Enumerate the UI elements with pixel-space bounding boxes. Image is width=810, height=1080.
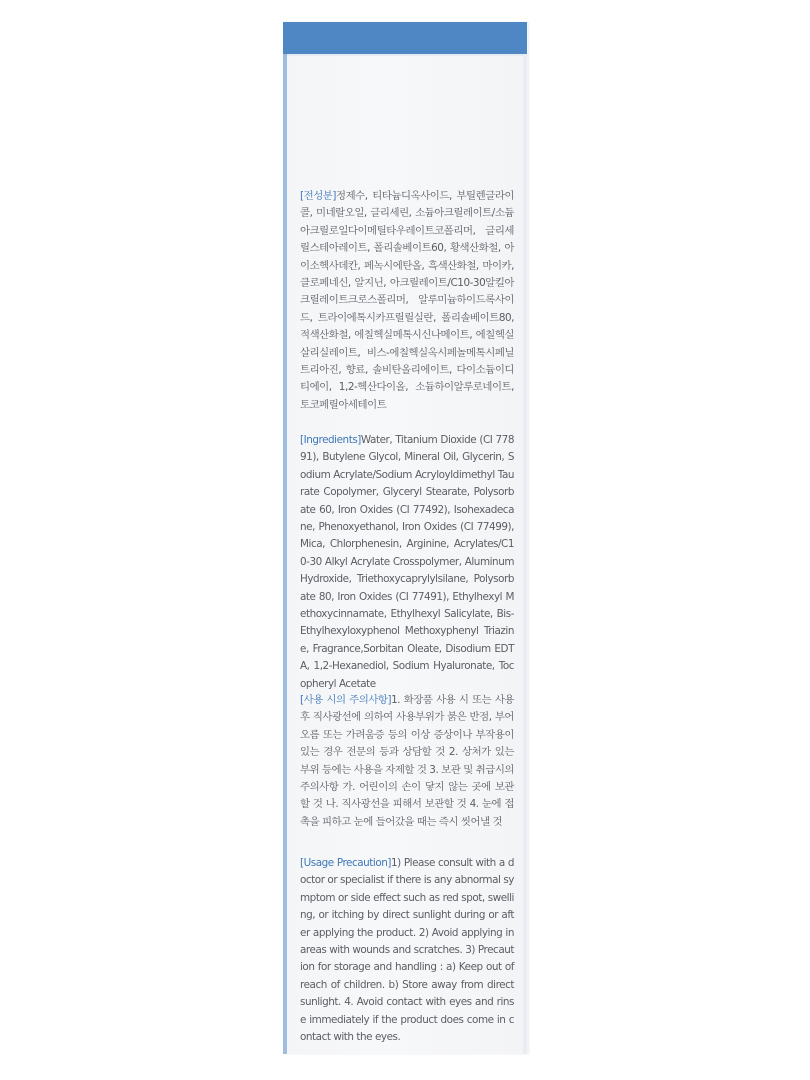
ingredients-en-heading: [Ingredients] bbox=[300, 434, 361, 446]
precaution-ko-heading: [사용 시의 주의사항] bbox=[300, 694, 392, 706]
ingredients-en-section bbox=[300, 432, 514, 693]
ingredients-en-text: Water, Titanium Dioxide (CI 77891), Butylene Glycol, Mineral Oil, Glycerin, Sodium Acrylate/Sodium Acryloyldimethyl Taurate Copolymer, Glyceryl Stearate, Polysorbate 60, Iron Oxides (CI 77492), Isohexadecane, Phenoxyethanol, Iron Oxides (CI 77499), Mica, Chlorphenesin, Arginine, Acrylates/C10-30 Alkyl Acrylate Crosspolymer, Aluminum Hydroxide, Triethoxycaprylylsilane, Polysorbate 80, Iron Oxides (CI 77491), Ethylhexyl Methoxycinnamate, Ethylhexyl Salicylate, Bis-Ethylhexyloxyphenol Methoxyphenyl Triazine, Fragrance,Sorbitan Oleate, Disodium EDTA, 1,2-Hexanediol, Sodium Hyaluronate, Tocopheryl Acetate bbox=[300, 434, 514, 690]
ingredients-ko-section bbox=[300, 188, 514, 414]
precaution-en-heading: [Usage Precaution] bbox=[300, 857, 392, 869]
precaution-en-section bbox=[300, 855, 514, 1046]
ingredients-ko-heading: [전성분] bbox=[300, 190, 336, 202]
precaution-en-text: 1) Please consult with a doctor or specialist if there is any abnormal symptom or side effect such as red spot, swelling, or itching by direct sunlight during or after applying the product. 2) Avoid applying in areas with wounds and scratches. 3) Precaution for storage and handling : a) Keep out of reach of children. b) Store away from direct sunlight. 4. Avoid contact with eyes and rinse immediately if the product does come in contact with the eyes. bbox=[300, 857, 514, 1044]
box-left-blue-stripe bbox=[283, 54, 287, 1054]
precaution-ko-section bbox=[300, 692, 514, 831]
precaution-ko-text: 1. 화장품 사용 시 또는 사용 후 직사광선에 의하여 사용부위가 붉은 반점, 부어오름 또는 가려움증 등의 이상 증상이나 부작용이 있는 경우 전문의 등과 상담할 것 2. 상처가 있는 부위 등에는 사용을 자제할 것 3. 보관 및 취급시의 주의사항 가. 어린이의 손이 닿지 않는 곳에 보관할 것 나. 직사광선을 피해서 보관할 것 4. 눈에 접촉을 피하고 눈에 들어갔을 때는 즉시 씻어낼 것 bbox=[300, 694, 514, 828]
box-top-blue-band bbox=[283, 22, 527, 54]
box-right-edge bbox=[523, 54, 527, 1054]
ingredients-ko-text: 정제수, 티타늄디옥사이드, 부틸렌글라이콜, 미네랄오일, 글리세린, 소듐아크릴레이트/소듐아크릴로일다이메틸타우레이트코폴리머, 글리세릴스테아레이트, 폴리솔베이트60, 황색산화철, 아이소헥사데칸, 페녹시에탄올, 흑색산화철, 마이카, 클로페네신, 알지닌, 아크릴레이트/C10-30알킬아크릴레이트크로스폴리머, 알루미늄하이드록사이드, 트라이에톡시카프릴릴실란, 폴리솔베이트80, 적색산화철, 에칠헥실메톡시신나메이트, 에칠헥실살리실레이트, 비스-에칠헥실옥시페놀메톡시페닐트리아진, 향료, 솔비탄올리에이트, 다이소듐이디티에이, 1,2-헥산다이올, 소듐하이알루로네이트, 토코페릴아세테이트 bbox=[300, 190, 514, 411]
